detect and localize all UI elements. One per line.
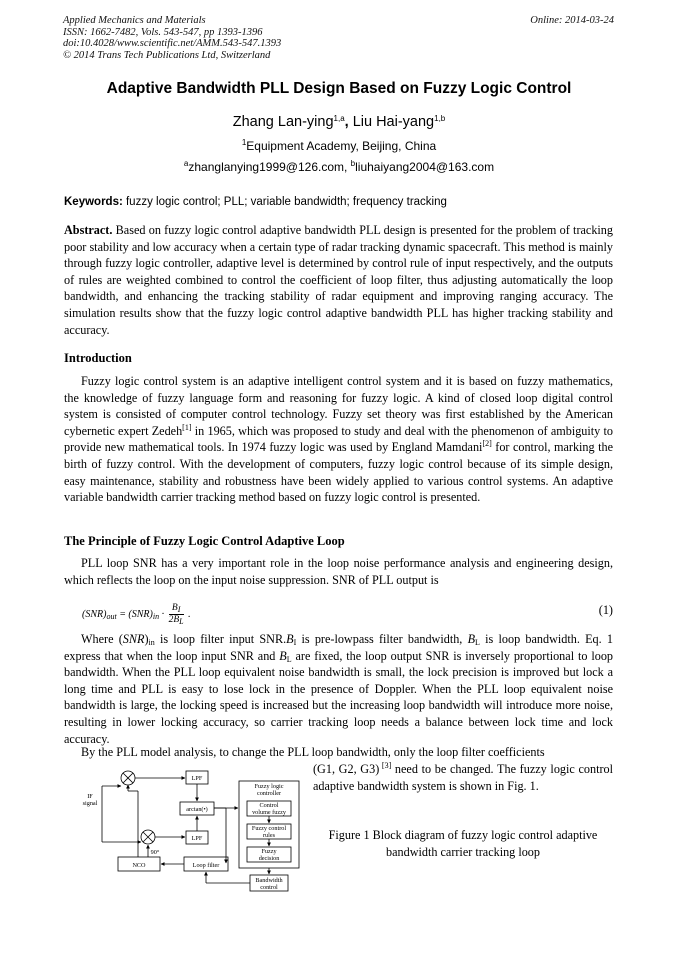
paper-title: Adaptive Bandwidth PLL Design Based on Fuzzy Logic Control	[106, 80, 572, 97]
equation-number: (1)	[598, 603, 613, 617]
fd-label-2: decision	[258, 855, 280, 862]
ref-1: [1]	[182, 422, 192, 432]
block-diagram	[78, 768, 308, 898]
eq-dot: ·	[159, 608, 167, 620]
email-line	[0, 160, 678, 174]
lpf-top-label: LPF	[191, 775, 203, 782]
w-text-4: is pre-lowpass filter bandwidth,	[296, 632, 468, 646]
w-bl2-sub: L	[286, 654, 292, 664]
bc-label-2: control	[260, 884, 278, 891]
author-2: Liu Hai-yang	[352, 114, 435, 130]
loop-filter-label: Loop filter	[192, 862, 220, 869]
w-text-1: Where (	[81, 632, 123, 646]
equation-1	[64, 597, 613, 626]
principle-paragraph-1: PLL loop SNR has a very important role in the loop noise performance analysis and engineering design, which reflects the loop on the input noise suppression. SNR of PLL output is	[64, 556, 613, 587]
fcr-label-2: rules	[262, 832, 276, 839]
w-bl: B	[467, 632, 476, 646]
w-bi: B	[286, 632, 294, 646]
doi-line: doi:10.4028/www.scientific.net/AMM.543-547.1393	[63, 38, 282, 49]
abstract-label: Abstract.	[64, 223, 113, 237]
intro-text-2: in 1965, which was proposed to study and deal with the phenomenon of ambiguity to provide new mathematical tools. In 1974 fuzzy logic was used by England Mamdani	[64, 423, 614, 455]
affiliation	[0, 139, 678, 153]
w-text-3: is loop filter input SNR.	[154, 632, 287, 646]
paragraph-3-tail: need to be changed. The fuzzy logic control adaptive bandwidth system is shown in Fig. 1.	[313, 762, 613, 793]
email-b-sup: b	[350, 159, 356, 168]
intro-text-3: for control, marking the birth of fuzzy control. With the development of computers, fuzzy logic control because of its simple design, easy maintenance, stability and robustness have been widely applied to various control systems. An adaptive variable bandwidth carrier tracking method based on fuzzy logic control is presented.	[64, 440, 613, 505]
intro-heading: Introduction	[64, 351, 132, 365]
journal-name: Applied Mechanics and Materials	[63, 15, 206, 26]
phase-90-label: 90°	[150, 849, 160, 856]
affiliation-text: Equipment Academy, Beijing, China	[246, 139, 437, 153]
lpf-bottom-label: LPF	[191, 835, 203, 842]
w-bl-sub: L	[475, 638, 480, 647]
eq-fraction	[169, 603, 184, 626]
if-label-2: signal	[82, 800, 98, 807]
online-date: Online: 2014-03-24	[530, 15, 614, 26]
eq-mid-sub: in	[152, 611, 160, 621]
eq-denominator: 2B	[168, 615, 180, 625]
nco-label: NCO	[132, 862, 146, 869]
w-text-5: is loop bandwidth. Eq. 1 express that when the loop input SNR and	[64, 632, 613, 663]
journal-header	[63, 15, 281, 61]
principle-paragraph-3: By the PLL model analysis, to change the PLL loop bandwidth, only the loop filter coefficients	[81, 745, 545, 759]
cvf-label-1: Control	[259, 802, 279, 809]
copyright-line: © 2014 Trans Tech Publications Ltd, Switzerland	[63, 49, 271, 61]
author-2-sup: 1,b	[434, 114, 446, 123]
bc-label-1: Bandwidth	[255, 877, 283, 884]
author-1: Zhang Lan-ying	[232, 114, 334, 130]
principle-paragraph-3b	[313, 761, 613, 794]
author-line	[0, 114, 678, 130]
w-snr: SNR	[122, 632, 145, 646]
w-bl2: B	[279, 648, 287, 663]
fd-label-1: Fuzzy	[261, 848, 277, 855]
equation-body	[82, 603, 191, 626]
cvf-label-2: volume fuzzy	[252, 809, 286, 816]
ref-2: [2]	[482, 439, 492, 449]
issn-line: ISSN: 1662-7482, Vols. 543-547, pp 1393-1396	[63, 26, 263, 38]
intro-text-1: Fuzzy logic control system is an adaptive intelligent control system and it is based on fuzzy mathematics, the knowledge of fuzzy language form and reasoning for fuzzy logic. A kind of closed loop digital control system is consisted of computer control technology. Fuzzy set theory was first established by the American cybernetic expert Zedeh	[64, 374, 613, 438]
eq-numerator: B	[171, 603, 178, 613]
email-a: zhanglanying1999@126.com,	[188, 160, 351, 174]
flc-label-2: controller	[256, 790, 282, 797]
principle-paragraph-2	[64, 631, 613, 747]
eq-mid: = (SNR)	[116, 608, 153, 620]
if-label-1: IF	[87, 793, 93, 800]
flc-label-1: Fuzzy logic	[254, 783, 284, 790]
coefficients-text: (G1, G2, G3)	[313, 762, 380, 776]
figure-caption: Figure 1 Block diagram of fuzzy logic control adaptive bandwidth carrier tracking loop	[328, 828, 598, 859]
author-separator: ,	[344, 114, 353, 130]
ref-3: [3]	[379, 761, 392, 770]
w-bi-sub: I	[293, 638, 297, 647]
email-b: liuhaiyang2004@163.com	[355, 160, 495, 174]
author-1-sup: 1,a	[333, 114, 345, 123]
intro-paragraph	[64, 373, 613, 506]
w-in-sub: in	[148, 638, 155, 647]
w-text-2: )	[144, 632, 149, 646]
arctan-label: arctan(•)	[186, 806, 208, 813]
keywords-text: fuzzy logic control; PLL; variable bandwidth; frequency tracking	[122, 196, 447, 208]
eq-left-sub: out	[106, 611, 117, 621]
eq-numerator-sub: I	[177, 605, 181, 614]
affiliation-sup: 1	[241, 138, 247, 147]
abstract	[64, 222, 613, 338]
principle-heading: The Principle of Fuzzy Logic Control Adaptive Loop	[64, 534, 345, 548]
eq-denominator-sub: L	[179, 617, 184, 626]
keywords	[64, 196, 447, 208]
fcr-label-1: Fuzzy control	[251, 825, 287, 832]
abstract-text: Based on fuzzy logic control adaptive bandwidth PLL design is presented for the problem of tracking poor stability and low accuracy when a certain type of radar tracking dynamic spacecraft. This method is mainly through fuzzy logic controller, adaptive level is determined by control rule of input respectively, and the outputs of rules are weighted combined to control the coefficient of loop filter, thus adjusting automatically the loop bandwidth, and enhancing the tracking stability of radar equipment and improving ranging accuracy. The simulation results show that the fuzzy logic control adaptive bandwidth PLL has higher tracking stability and accuracy.	[64, 223, 613, 337]
keywords-label: Keywords:	[64, 196, 123, 208]
email-a-sup: a	[183, 159, 189, 168]
eq-end: .	[185, 608, 191, 620]
eq-left: (SNR)	[82, 608, 107, 620]
w-text-6: are fixed, the loop output SNR is inversely proportional to loop bandwidth. When the PLL loop equivalent noise bandwidth is small, the lock precision is improved but lock a long time and PLL is easy to lose lock in the presence of Doppler. When the PLL loop equivalent noise bandwidth is large, the locking speed is increased but the increasing loop bandwidth will introduce more noise, resulting in lower locking accuracy, so carrier tracking loop needs a balance between lock time and lock accuracy.	[64, 648, 614, 746]
